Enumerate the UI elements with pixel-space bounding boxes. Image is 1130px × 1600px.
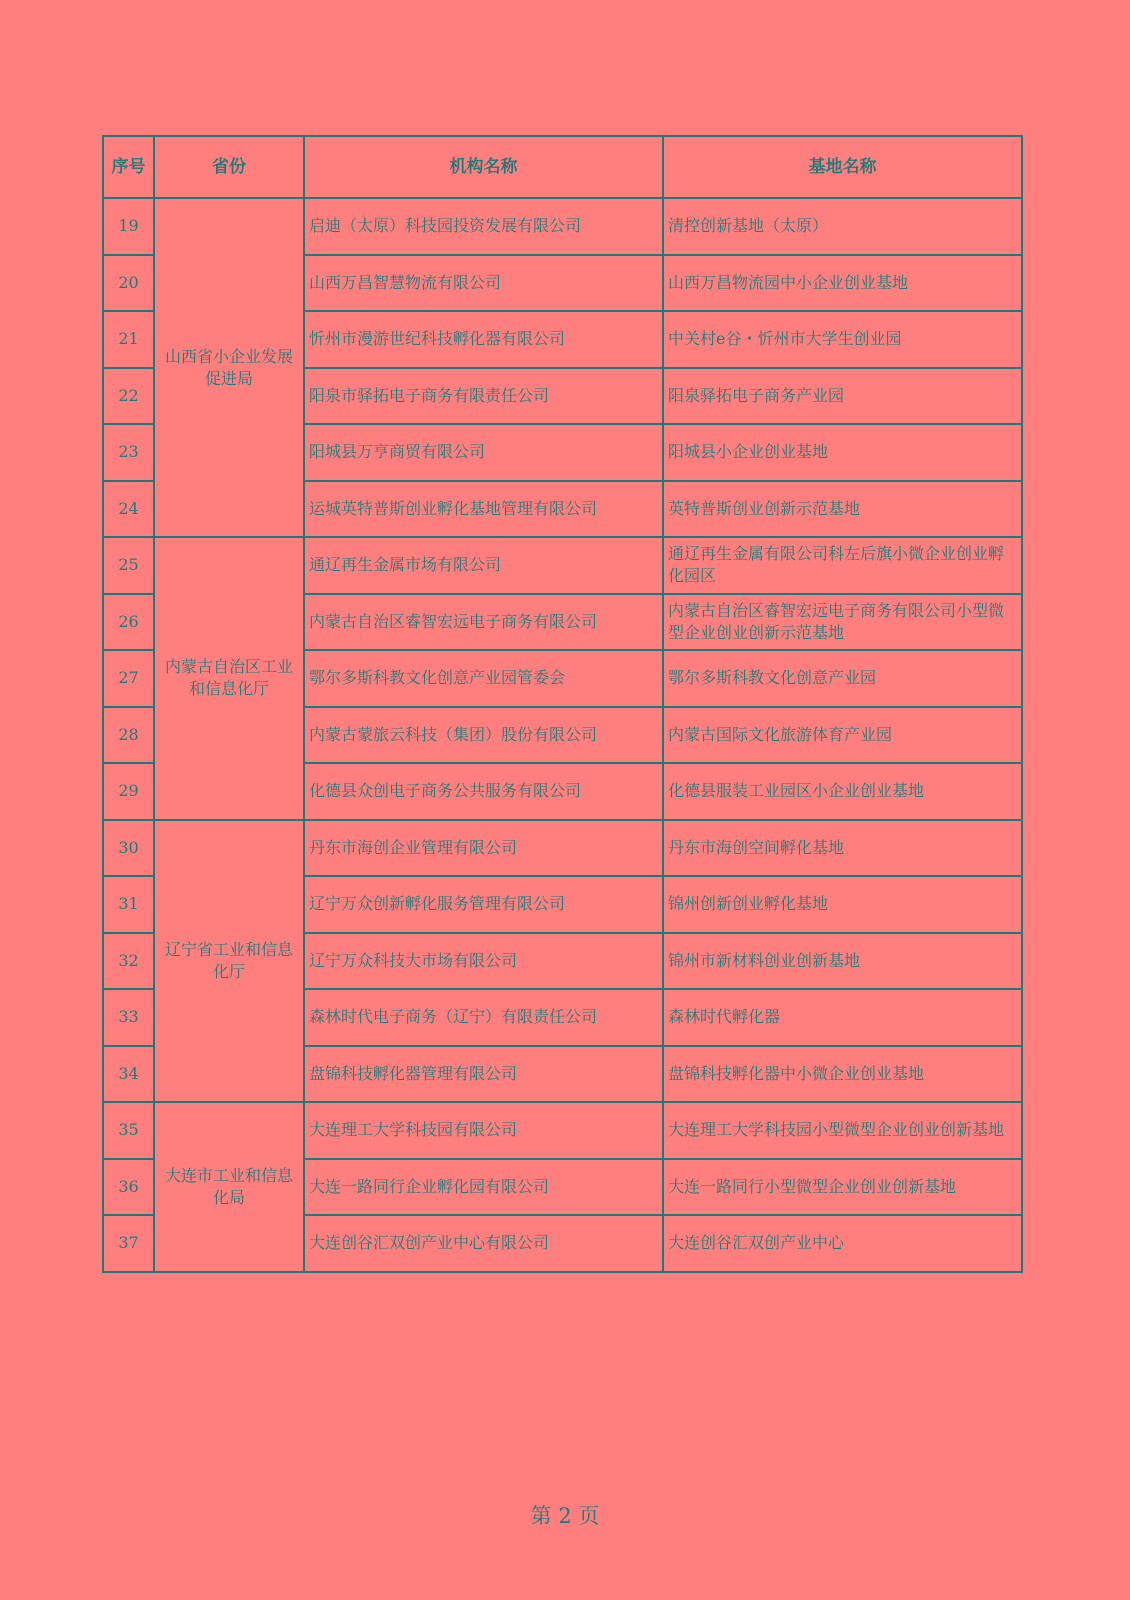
base-name-cell: 阳泉驿拓电子商务产业园 [663,368,1022,425]
row-number-cell: 21 [103,311,154,368]
row-number-cell: 20 [103,255,154,312]
row-number-cell: 27 [103,650,154,707]
header-org: 机构名称 [304,136,663,198]
org-name-cell: 阳城县万亨商贸有限公司 [304,424,663,481]
org-name-cell: 运城英特普斯创业孵化基地管理有限公司 [304,481,663,538]
base-name-cell: 内蒙古国际文化旅游体育产业园 [663,707,1022,764]
header-base: 基地名称 [663,136,1022,198]
table-row [103,1102,1022,1159]
base-name-cell: 盘锦科技孵化器中小微企业创业基地 [663,1046,1022,1103]
row-number-cell: 24 [103,481,154,538]
table-body [103,198,1022,1272]
base-name-cell: 中关村e谷・忻州市大学生创业园 [663,311,1022,368]
org-name-cell: 大连创谷汇双创产业中心有限公司 [304,1215,663,1272]
row-number-cell: 35 [103,1102,154,1159]
row-number-cell: 23 [103,424,154,481]
row-number-cell: 22 [103,368,154,425]
row-number-cell: 32 [103,933,154,990]
page-number: 第 2 页 [530,1504,600,1528]
row-number-cell: 25 [103,537,154,594]
org-name-cell: 忻州市漫游世纪科技孵化器有限公司 [304,311,663,368]
org-name-cell: 内蒙古自治区睿智宏远电子商务有限公司 [304,594,663,651]
row-number-cell: 26 [103,594,154,651]
base-name-cell: 英特普斯创业创新示范基地 [663,481,1022,538]
org-name-cell: 森林时代电子商务（辽宁）有限责任公司 [304,989,663,1046]
org-name-cell: 辽宁万众科技大市场有限公司 [304,933,663,990]
org-name-cell: 大连理工大学科技园有限公司 [304,1102,663,1159]
province-cell: 辽宁省工业和信息化厅 [154,820,304,1103]
base-name-cell: 内蒙古自治区睿智宏远电子商务有限公司小型微型企业创业创新示范基地 [663,594,1022,651]
base-name-cell: 大连理工大学科技园小型微型企业创业创新基地 [663,1102,1022,1159]
province-cell: 山西省小企业发展促进局 [154,198,304,537]
base-name-cell: 化德县服装工业园区小企业创业基地 [663,763,1022,820]
header-province: 省份 [154,136,304,198]
org-name-cell: 山西万昌智慧物流有限公司 [304,255,663,312]
row-number-cell: 30 [103,820,154,877]
base-name-cell: 森林时代孵化器 [663,989,1022,1046]
org-name-cell: 鄂尔多斯科教文化创意产业园管委会 [304,650,663,707]
base-name-cell: 鄂尔多斯科教文化创意产业园 [663,650,1022,707]
table-header-row [103,136,1022,198]
row-number-cell: 33 [103,989,154,1046]
row-number-cell: 29 [103,763,154,820]
org-name-cell: 大连一路同行企业孵化园有限公司 [304,1159,663,1216]
row-number-cell: 28 [103,707,154,764]
table-row [103,537,1022,594]
row-number-cell: 37 [103,1215,154,1272]
org-name-cell: 启迪（太原）科技园投资发展有限公司 [304,198,663,255]
row-number-cell: 31 [103,876,154,933]
row-number-cell: 19 [103,198,154,255]
org-name-cell: 通辽再生金属市场有限公司 [304,537,663,594]
row-number-cell: 36 [103,1159,154,1216]
base-name-cell: 锦州市新材料创业创新基地 [663,933,1022,990]
header-no: 序号 [103,136,154,198]
base-name-cell: 山西万昌物流园中小企业创业基地 [663,255,1022,312]
base-name-cell: 大连一路同行小型微型企业创业创新基地 [663,1159,1022,1216]
org-name-cell: 阳泉市驿拓电子商务有限责任公司 [304,368,663,425]
base-name-cell: 阳城县小企业创业基地 [663,424,1022,481]
table-row [103,820,1022,877]
province-cell: 大连市工业和信息化局 [154,1102,304,1272]
org-name-cell: 内蒙古蒙旅云科技（集团）股份有限公司 [304,707,663,764]
base-name-cell: 大连创谷汇双创产业中心 [663,1215,1022,1272]
org-name-cell: 丹东市海创企业管理有限公司 [304,820,663,877]
institution-table [102,135,1023,1273]
row-number-cell: 34 [103,1046,154,1103]
org-name-cell: 化德县众创电子商务公共服务有限公司 [304,763,663,820]
base-name-cell: 清控创新基地（太原） [663,198,1022,255]
table-row [103,198,1022,255]
base-name-cell: 锦州创新创业孵化基地 [663,876,1022,933]
base-name-cell: 丹东市海创空间孵化基地 [663,820,1022,877]
province-cell: 内蒙古自治区工业和信息化厅 [154,537,304,820]
base-name-cell: 通辽再生金属有限公司科左后旗小微企业创业孵化园区 [663,537,1022,594]
org-name-cell: 盘锦科技孵化器管理有限公司 [304,1046,663,1103]
org-name-cell: 辽宁万众创新孵化服务管理有限公司 [304,876,663,933]
